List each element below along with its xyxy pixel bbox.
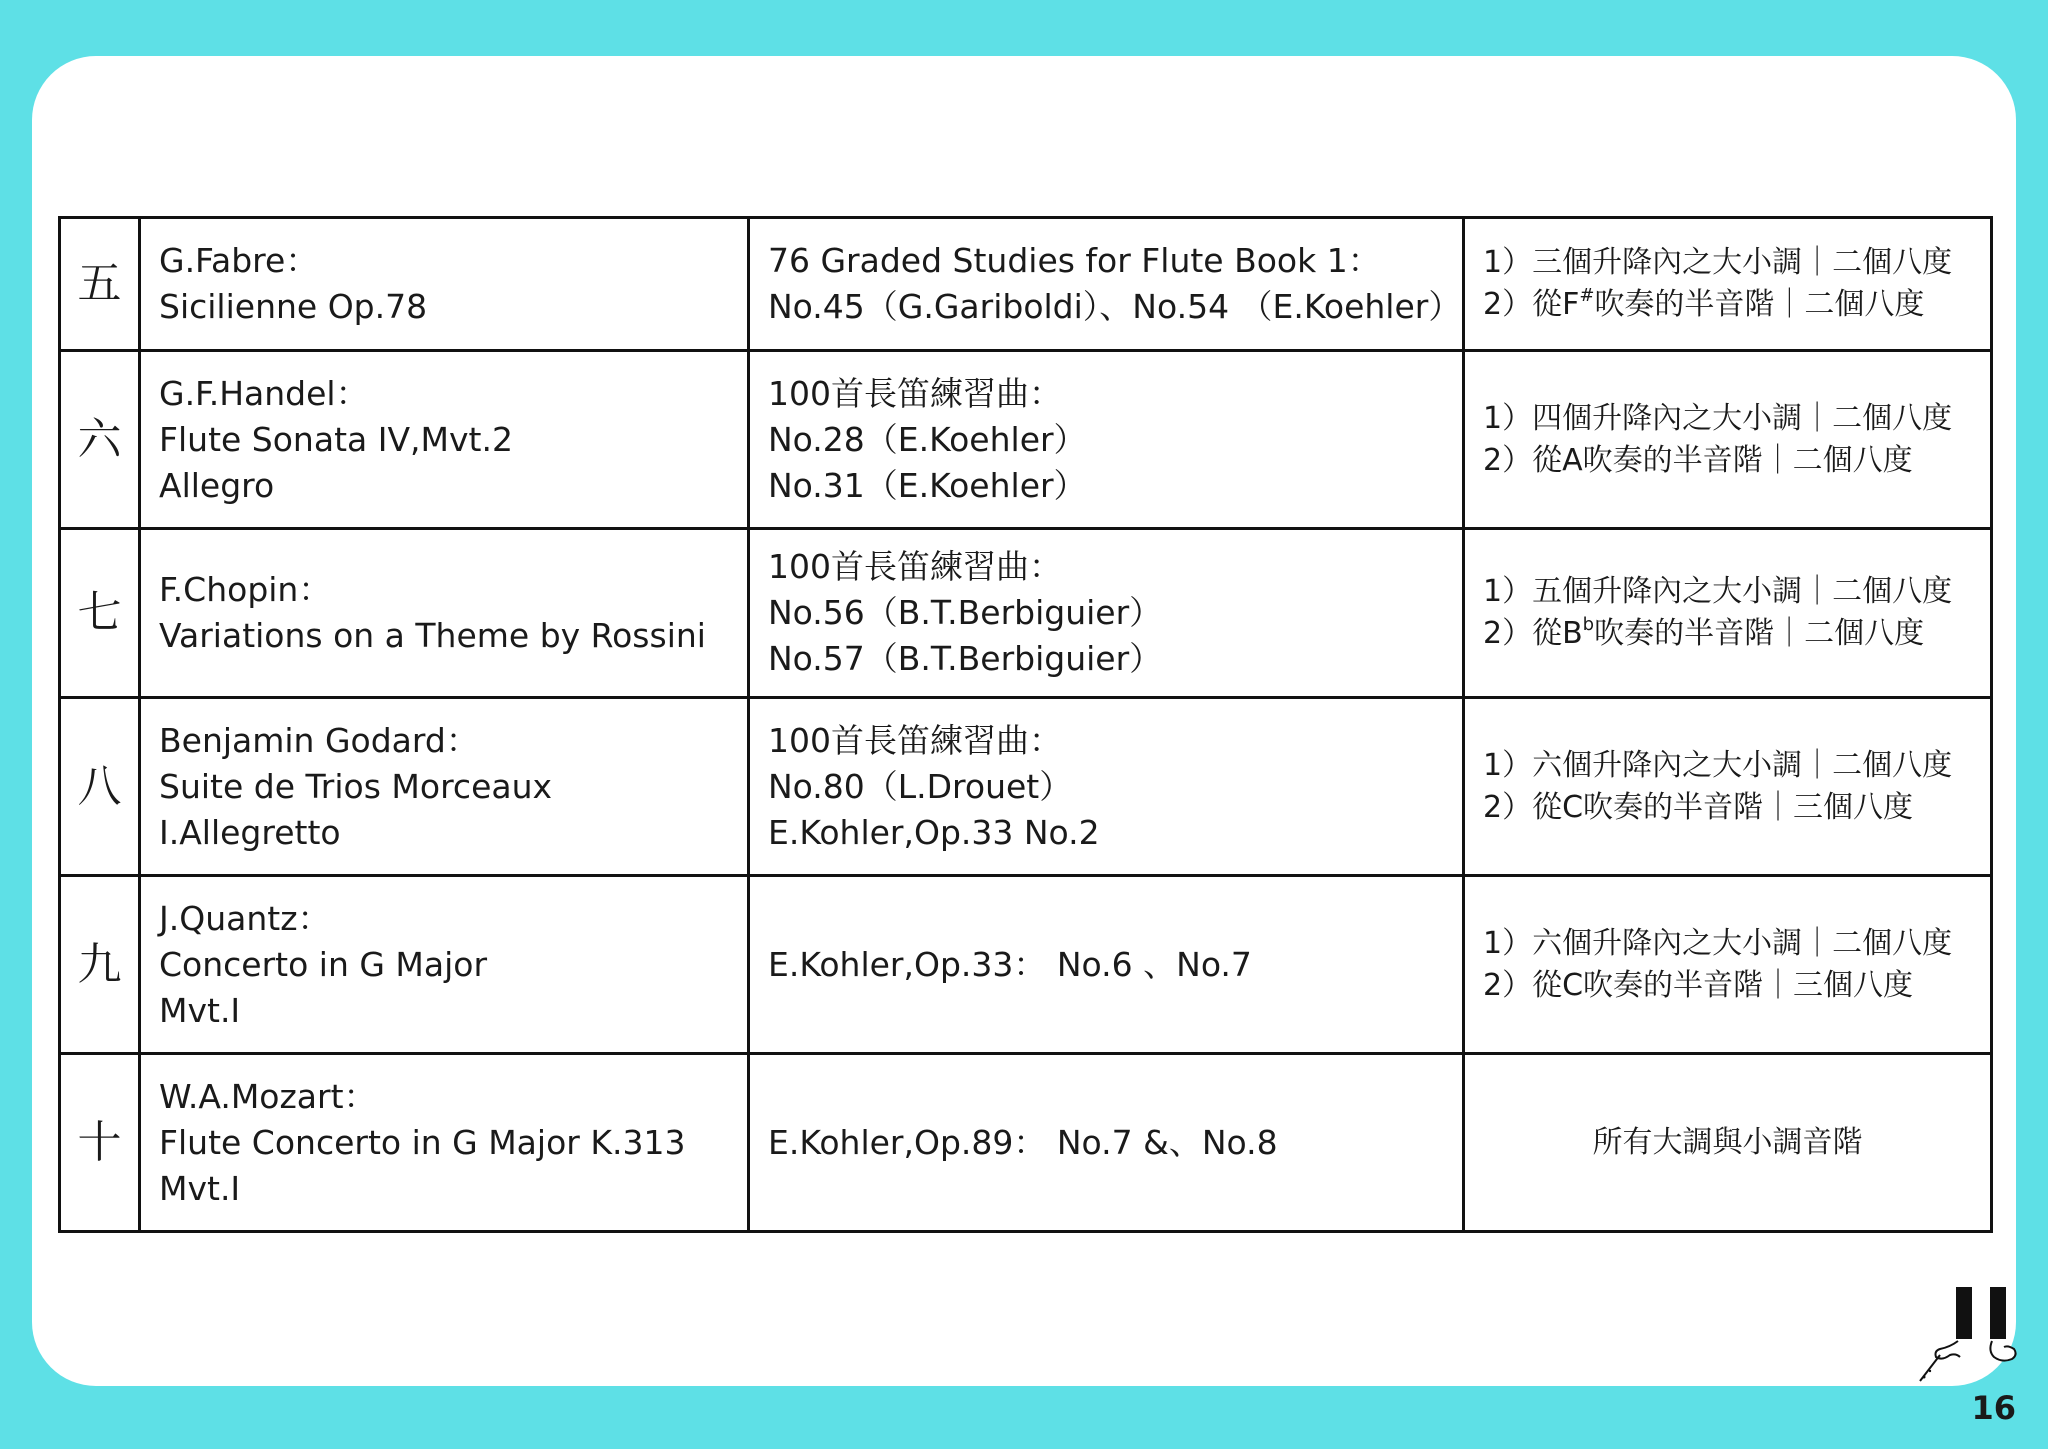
piece-line: I.Allegretto	[159, 812, 341, 852]
piece-line: Concerto in G Major	[159, 944, 488, 984]
piece-line: Sicilienne Op.78	[159, 287, 428, 326]
studies-cell	[749, 218, 1464, 351]
grade-label: 七	[77, 587, 122, 638]
scales-cell	[1464, 698, 1992, 876]
piece-line: G.Fabre：	[159, 241, 319, 280]
scales-line: 2）從C吹奏的半音階｜三個八度	[1483, 967, 1914, 1003]
table-row	[60, 876, 1992, 1054]
grade-cell	[60, 876, 140, 1054]
piece-line: Allegro	[159, 465, 275, 505]
table-body	[60, 218, 1992, 1232]
studies-line: No.31（E.Koehler）	[768, 465, 1087, 505]
scales-line: 1）三個升降內之大小調｜二個八度	[1483, 245, 1953, 280]
grade-label: 十	[77, 1116, 122, 1168]
scales-line: 2）從A吹奏的半音階｜二個八度	[1483, 442, 1913, 478]
scales-line-start: 2）從F	[1483, 287, 1580, 322]
studies-line: No.28（E.Koehler）	[768, 419, 1087, 459]
studies-line: E.Kohler,Op.89： No.7 &、No.8	[768, 1122, 1278, 1162]
piece-line: Flute Sonata IV,Mvt.2	[159, 419, 513, 459]
piece-cell	[140, 698, 749, 876]
scales-line	[1483, 613, 1972, 655]
table-row	[60, 698, 1992, 876]
piece-line: F.Chopin：	[159, 570, 332, 609]
piece-cell	[140, 351, 749, 529]
piece-cell	[140, 218, 749, 351]
grade-label: 八	[77, 760, 122, 812]
piece-cell	[140, 529, 749, 698]
scales-line: 1）四個升降內之大小調｜二個八度	[1483, 400, 1953, 436]
studies-line: No.45（G.Gariboldi）、No.54 （E.Koehler）	[768, 287, 1462, 326]
piece-cell	[140, 1054, 749, 1232]
page-number: 16	[1971, 1389, 2016, 1427]
studies-line: E.Kohler,Op.33 No.2	[768, 812, 1100, 852]
studies-line: E.Kohler,Op.33： No.6 、No.7	[768, 944, 1252, 984]
scales-line: 1）五個升降內之大小調｜二個八度	[1483, 574, 1953, 609]
scales-line: 2）從C吹奏的半音階｜三個八度	[1483, 789, 1914, 825]
grade-cell	[60, 698, 140, 876]
grade-cell	[60, 351, 140, 529]
scales-line-end: 吹奏的半音階｜二個八度	[1594, 287, 1925, 322]
studies-line: 100首長笛練習曲：	[768, 373, 1062, 413]
grade-cell	[60, 218, 140, 351]
table-row	[60, 218, 1992, 351]
studies-line: 100首長笛練習曲：	[768, 720, 1062, 760]
piece-line: G.F.Handel：	[159, 373, 369, 413]
studies-cell	[749, 876, 1464, 1054]
scales-line-end: 吹奏的半音階｜二個八度	[1594, 616, 1925, 651]
studies-line: No.56（B.T.Berbiguier）	[768, 593, 1163, 632]
studies-line: 76 Graded Studies for Flute Book 1：	[768, 241, 1381, 280]
grade-label: 六	[77, 413, 122, 465]
piece-line: Suite de Trios Morceaux	[159, 766, 553, 806]
piece-line: Mvt.I	[159, 990, 241, 1030]
studies-line: 100首長笛練習曲：	[768, 547, 1062, 586]
studies-line: No.57（B.T.Berbiguier）	[768, 639, 1163, 678]
scales-line: 1）六個升降內之大小調｜二個八度	[1483, 747, 1953, 783]
grade-label: 九	[77, 938, 122, 990]
sharp-sign: #	[1579, 285, 1595, 306]
piece-line: Flute Concerto in G Major K.313	[159, 1122, 686, 1162]
piece-line: W.A.Mozart：	[159, 1076, 377, 1116]
table-row	[60, 351, 1992, 529]
piece-line: J.Quantz：	[159, 898, 331, 938]
scales-line: 1）六個升降內之大小調｜二個八度	[1483, 925, 1953, 961]
scales-cell	[1464, 529, 1992, 698]
conductor-hands-icon	[1918, 1281, 2028, 1391]
piece-line: Benjamin Godard：	[159, 720, 479, 760]
grade-label: 五	[77, 258, 122, 309]
scales-line	[1483, 284, 1972, 326]
scales-cell	[1464, 876, 1992, 1054]
repertoire-table	[58, 216, 1993, 1233]
piece-cell	[140, 876, 749, 1054]
scales-cell	[1464, 1054, 1992, 1232]
scales-cell	[1464, 218, 1992, 351]
table-row	[60, 1054, 1992, 1232]
piece-line: Variations on a Theme by Rossini	[159, 616, 706, 655]
studies-cell	[749, 1054, 1464, 1232]
grade-cell	[60, 529, 140, 698]
studies-cell	[749, 698, 1464, 876]
studies-cell	[749, 351, 1464, 529]
studies-cell	[749, 529, 1464, 698]
scales-line: 所有大調與小調音階	[1592, 1124, 1863, 1160]
table-row	[60, 529, 1992, 698]
piece-line: Mvt.I	[159, 1168, 241, 1208]
scales-cell	[1464, 351, 1992, 529]
grade-cell	[60, 1054, 140, 1232]
flat-sign: b	[1582, 614, 1595, 635]
studies-line: No.80（L.Drouet）	[768, 766, 1073, 806]
scales-line-start: 2）從B	[1483, 616, 1583, 651]
